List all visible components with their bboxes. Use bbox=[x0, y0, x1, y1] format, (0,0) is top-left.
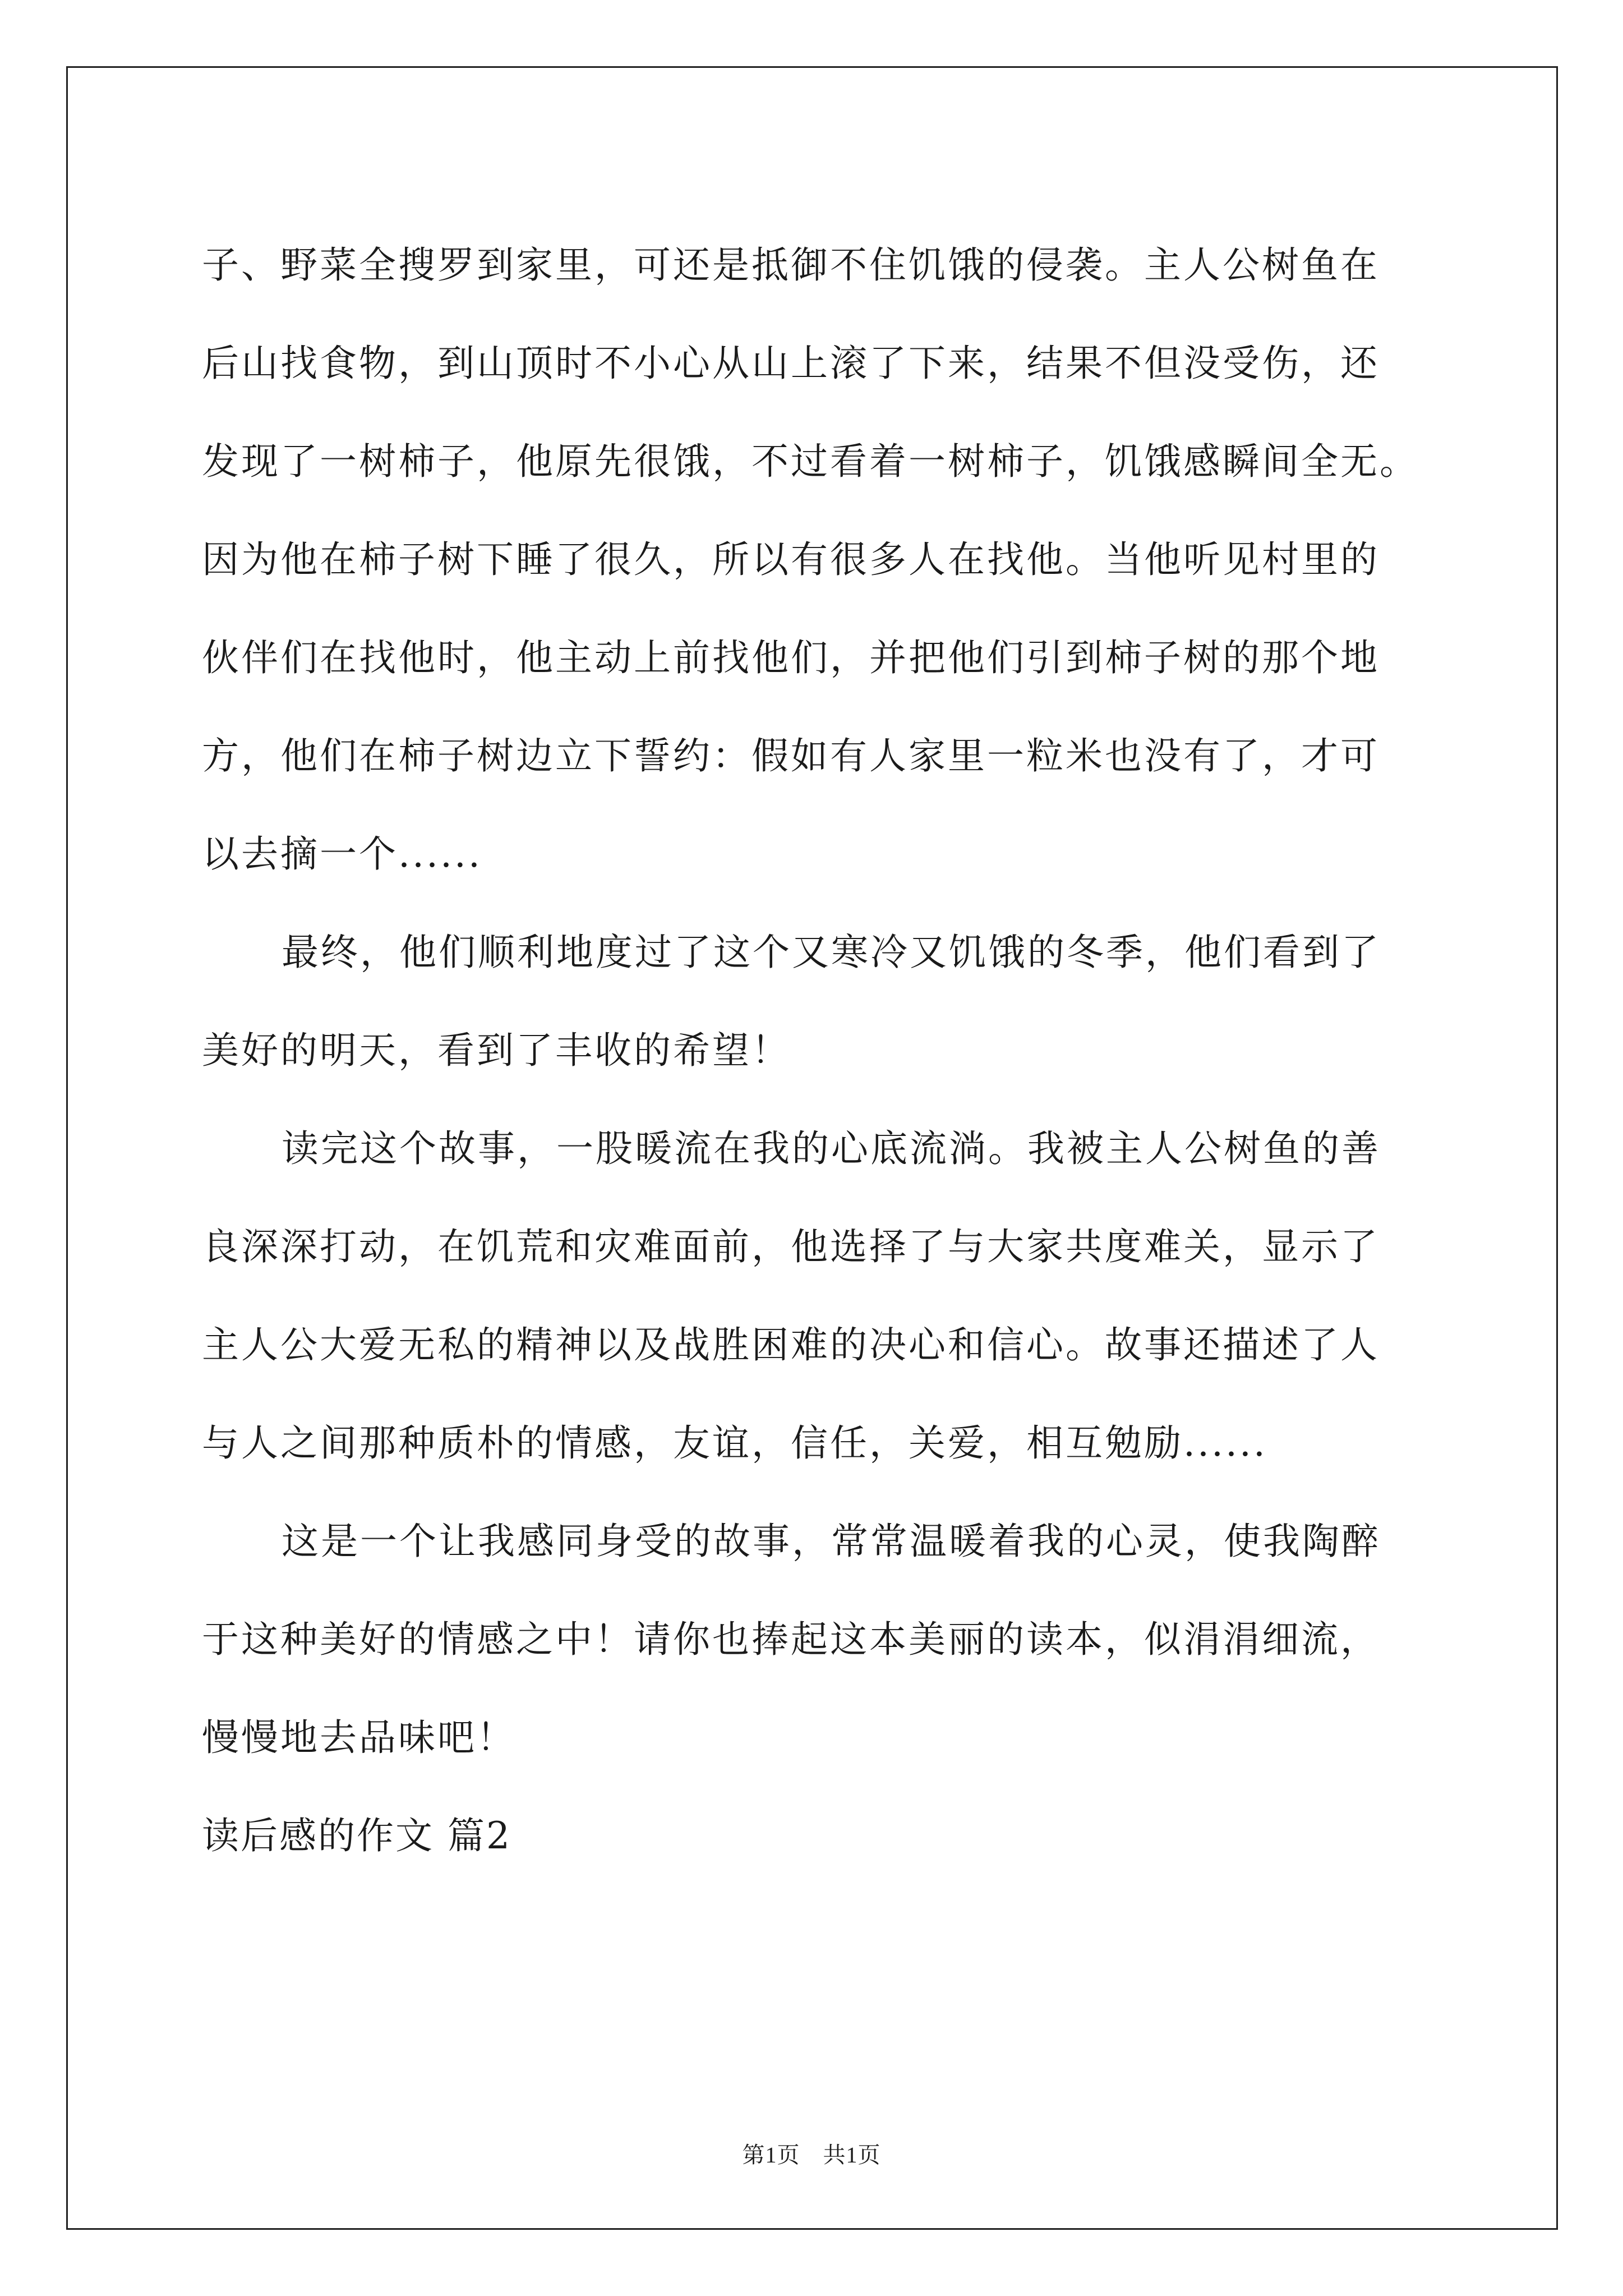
paragraph-1 bbox=[202, 216, 1436, 903]
document-body bbox=[202, 216, 1436, 1885]
text-line: 因为他在柿子树下睡了很久，所以有很多人在找他。当他听见村里的 bbox=[202, 538, 1380, 581]
text-line: 良深深打动，在饥荒和灾难面前，他选择了与大家共度难关，显示了 bbox=[202, 1225, 1380, 1268]
text-line: 美好的明天，看到了丰收的希望！ bbox=[202, 1029, 791, 1072]
page-footer: 第1页 共1页 bbox=[742, 2142, 881, 2168]
paragraph-3 bbox=[202, 1099, 1436, 1492]
text-line: 于这种美好的情感之中！请你也捧起这本美丽的读本，似涓涓细流， bbox=[202, 1618, 1380, 1661]
text-line: 子、野菜全搜罗到家里，可还是抵御不住饥饿的侵袭。主人公树鱼在 bbox=[202, 243, 1380, 287]
text-line: 发现了一树柿子，他原先很饿，不过看着一树柿子，饥饿感瞬间全无。 bbox=[202, 440, 1419, 483]
text-line: 主人公大爱无私的精神以及战胜困难的决心和信心。故事还描述了人 bbox=[202, 1323, 1380, 1366]
text-line: 后山找食物，到山顶时不小心从山上滚了下来，结果不但没受伤，还 bbox=[202, 342, 1380, 385]
text-line: 慢慢地去品味吧！ bbox=[202, 1716, 516, 1759]
paragraph-4 bbox=[202, 1492, 1436, 1787]
text-line: 最终，他们顺利地度过了这个又寒冷又饥饿的冬季，他们看到了 bbox=[282, 931, 1381, 974]
text-line: 与人之间那种质朴的情感，友谊，信任，关爱，相互勉励...... bbox=[202, 1421, 1267, 1465]
text-line: 伙伴们在找他时，他主动上前找他们，并把他们引到柿子树的那个地 bbox=[202, 636, 1380, 679]
text-line: 以去摘一个...... bbox=[202, 832, 482, 876]
text-line: 方，他们在柿子树边立下誓约：假如有人家里一粒米也没有了，才可 bbox=[202, 734, 1380, 777]
text-line: 读完这个故事，一股暖流在我的心底流淌。我被主人公树鱼的善 bbox=[282, 1127, 1381, 1170]
text-line: 这是一个让我感同身受的故事，常常温暖着我的心灵，使我陶醉 bbox=[282, 1520, 1381, 1563]
paragraph-2 bbox=[202, 903, 1436, 1099]
section-heading: 读后感的作文 篇2 bbox=[202, 1814, 511, 1857]
